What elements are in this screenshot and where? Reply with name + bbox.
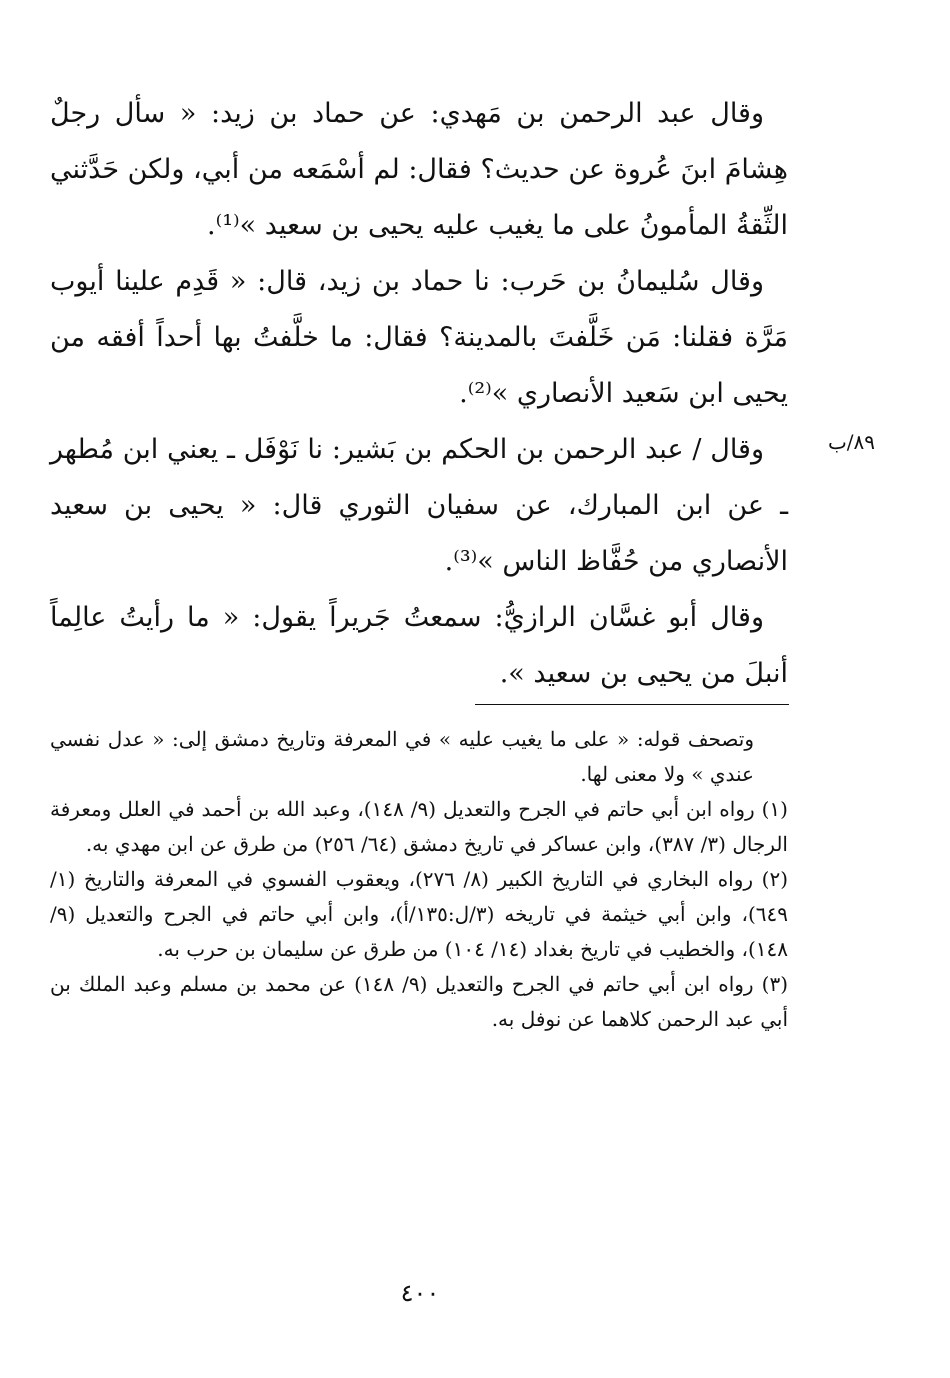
page-number: ٤٠٠: [400, 1279, 440, 1307]
paragraph-text: وقال / عبد الرحمن بن الحكم بن بَشير: نا نَوْفَل ـ يعني ابن مُطهر ـ عن ابن المبارك، عن سفيان الثوري قال: « يحيى بن سعيد الأنصاري من حُفَّاظ الناس »⁽³⁾.: [50, 434, 788, 577]
footnotes: [50, 722, 788, 1037]
footnote-1: (١) رواه ابن أبي حاتم في الجرح والتعديل (٩/ ١٤٨)، وعبد الله بن أحمد في العلل ومعرفة الرجال (٣/ ٣٨٧)، وابن عساكر في تاريخ دمشق (٦٤/ ٢٥٦) من طرق عن ابن مهدي به.: [50, 797, 788, 856]
footnote-separator: [475, 704, 789, 705]
paragraph-text: وقال أبو غسَّان الرازيُّ: سمعتُ جَريراً يقول: « ما رأيتُ عالِماً أنبلَ من يحيى بن سعيد ».: [50, 602, 788, 689]
paragraph-abu-ghassan: [50, 590, 788, 702]
paragraph-text: وقال عبد الرحمن بن مَهدي: عن حماد بن زيد: « سأل رجلٌ هِشامَ ابنَ عُروة عن حديث؟ فقال: لم أسْمَعه من أبي، ولكن حَدَّثني الثِّقةُ المأمونُ على ما يغيب عليه يحيى بن سعيد »⁽¹⁾.: [50, 98, 788, 241]
main-text: [50, 86, 788, 702]
paragraph-sulayman-ibn-harb: [50, 254, 788, 422]
footnote-continuation: وتصحف قوله: « على ما يغيب عليه » في المعرفة وتاريخ دمشق إلى: « عدل نفسي عندي » ولا معنى لها.: [50, 727, 754, 786]
footnote-2: (٢) رواه البخاري في التاريخ الكبير (٨/ ٢٧٦)، ويعقوب الفسوي في المعرفة والتاريخ (١/ ٦٤٩)، وابن أبي خيثمة في تاريخه (٣/ل:١٣٥/أ)، وابن أبي حاتم في الجرح والتعديل (٩/ ١٤٨)، والخطيب في تاريخ بغداد (١٤/ ١٠٤) من طرق عن سليمان بن حرب به.: [50, 867, 788, 961]
manuscript-folio-note: ٨٩/ب: [827, 430, 875, 454]
paragraph-text: وقال سُليمانُ بن حَرب: نا حماد بن زيد، قال: « قَدِم علينا أيوب مَرَّة فقلنا: مَن خَلَّفتَ بالمدينة؟ فقال: ما خلَّفتُ بها أحداً أفقه من يحيى ابن سَعيد الأنصاري »⁽²⁾.: [50, 266, 788, 409]
footnote-3: (٣) رواه ابن أبي حاتم في الجرح والتعديل (٩/ ١٤٨) عن محمد بن مسلم وعبد الملك بن أبي عبد الرحمن كلاهما عن نوفل به.: [50, 972, 789, 1031]
paragraph-ibn-mahdi: [50, 86, 788, 254]
paragraph-abd-al-rahman-ibn-al-hakam: [50, 422, 788, 590]
